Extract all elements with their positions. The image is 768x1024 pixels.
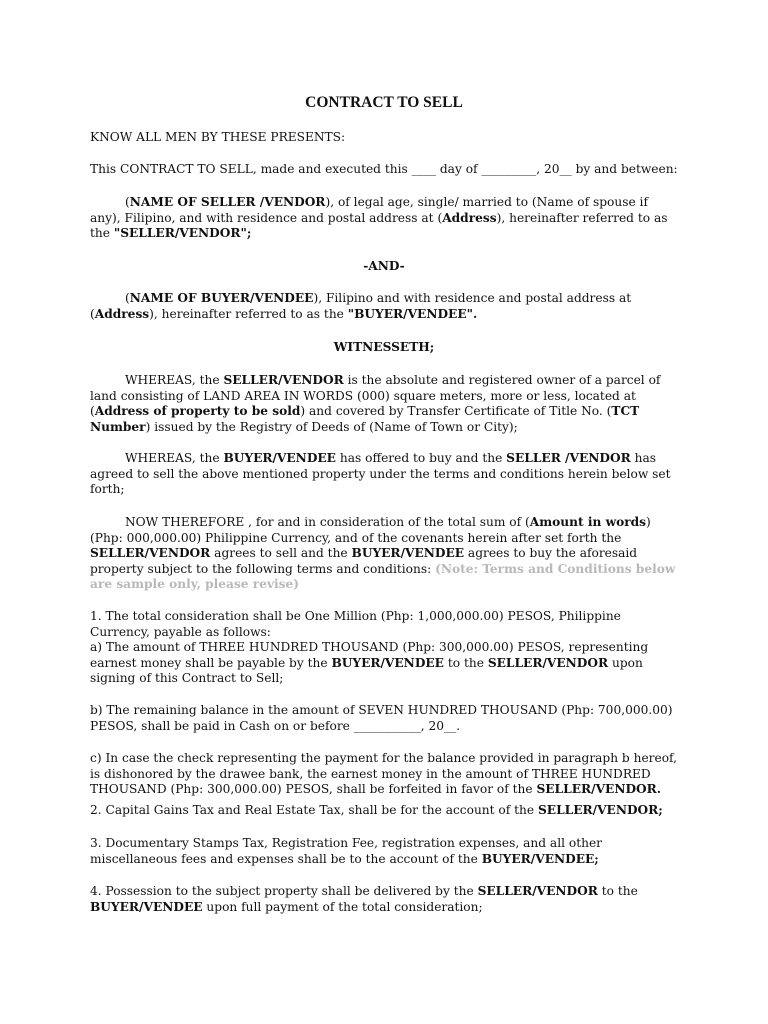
term-2: 2. Capital Gains Tax and Real Estate Tax, shall be for the account of the SELLER/VENDOR;: [90, 803, 663, 817]
seller-paragraph: (NAME OF SELLER /VENDOR), of legal age, single/ married to (Name of spouse if any), Filipino, and with residence and postal address at (Address), hereinafter referred to as the "SELLER/VENDOR";: [90, 195, 668, 241]
sample-note: (Note: Terms and Conditions below are sample only, please revise): [90, 561, 676, 592]
buyer-label: "BUYER/VENDEE".: [347, 306, 478, 321]
term-3: 3. Documentary Stamps Tax, Registration Fee, registration expenses, and all other miscellaneous fees and expenses shall be to the account of the BUYER/VENDEE;: [90, 836, 602, 866]
term-1: 1. The total consideration shall be One Million (Php: 1,000,000.00) PESOS, Philippine Currency, payable as follows: a) The amount of THREE HUNDRED THOUSAND (Php: 300,000.00) PESOS, representing earnest money shall be payable by the BUYER/VENDEE to the SELLER/VENDOR upon signing of this Contract to Sell;: [90, 609, 649, 686]
witnesseth-heading: WITNESSETH;: [333, 340, 435, 354]
whereas-paragraph-1: WHEREAS, the SELLER/VENDOR is the absolute and registered owner of a parcel of land consisting of LAND AREA IN WORDS (000) square meters, more or less, located at (Address of property to be sold) and covered by Transfer Certificate of Title No. (TCT Number) issued by the Registry of Deeds of (Name of Town or City);: [90, 373, 661, 434]
seller-label: "SELLER/VENDOR";: [113, 226, 252, 241]
term-4: 4. Possession to the subject property shall be delivered by the SELLER/VENDOR to the BUYER/VENDEE upon full payment of the total consideration;: [90, 884, 638, 914]
term-b: b) The remaining balance in the amount of SEVEN HUNDRED THOUSAND (Php: 700,000.00) PESOS, shall be paid in Cash on or before ___________, 20__.: [90, 703, 673, 733]
whereas-paragraph-2: WHEREAS, the BUYER/VENDEE has offered to buy and the SELLER /VENDOR has agreed to sell the above mentioned property under the terms and conditions herein below set forth;: [90, 451, 671, 497]
term-c: c) In case the check representing the payment for the balance provided in paragraph b hereof, is dishonored by the drawee bank, the earnest money in the amount of THREE HUNDRED THOUSAND (Php: 300,000.00) PESOS, shall be forfeited in favor of the SELLER/VENDOR.: [90, 751, 677, 797]
seller-name: NAME OF SELLER /VENDOR: [129, 195, 326, 209]
buyer-paragraph: (NAME OF BUYER/VENDEE), Filipino and with residence and postal address at (Address), hereinafter referred to as the "BUYER/VENDEE".: [90, 291, 632, 321]
buyer-address: Address: [94, 306, 150, 321]
seller-address: Address: [442, 210, 497, 225]
and-separator: -AND-: [363, 259, 405, 273]
now-therefore-paragraph: NOW THEREFORE , for and in consideration of the total sum of (Amount in words) (Php: 000,000.00) Philippine Currency, and of the covenants herein after set forth the SELLER/VENDOR agrees to sell and the BUYER/VENDEE agrees to buy the aforesaid property subject to the following terms and conditions: (Note: Terms and Conditions below are sample only, please revise): [90, 515, 676, 592]
buyer-name: NAME OF BUYER/VENDEE: [129, 291, 314, 305]
document-title: CONTRACT TO SELL: [305, 94, 463, 111]
executed-line: This CONTRACT TO SELL, made and executed this ____ day of _________, 20__ by and between:: [90, 162, 678, 176]
intro-line: KNOW ALL MEN BY THESE PRESENTS:: [90, 130, 346, 144]
